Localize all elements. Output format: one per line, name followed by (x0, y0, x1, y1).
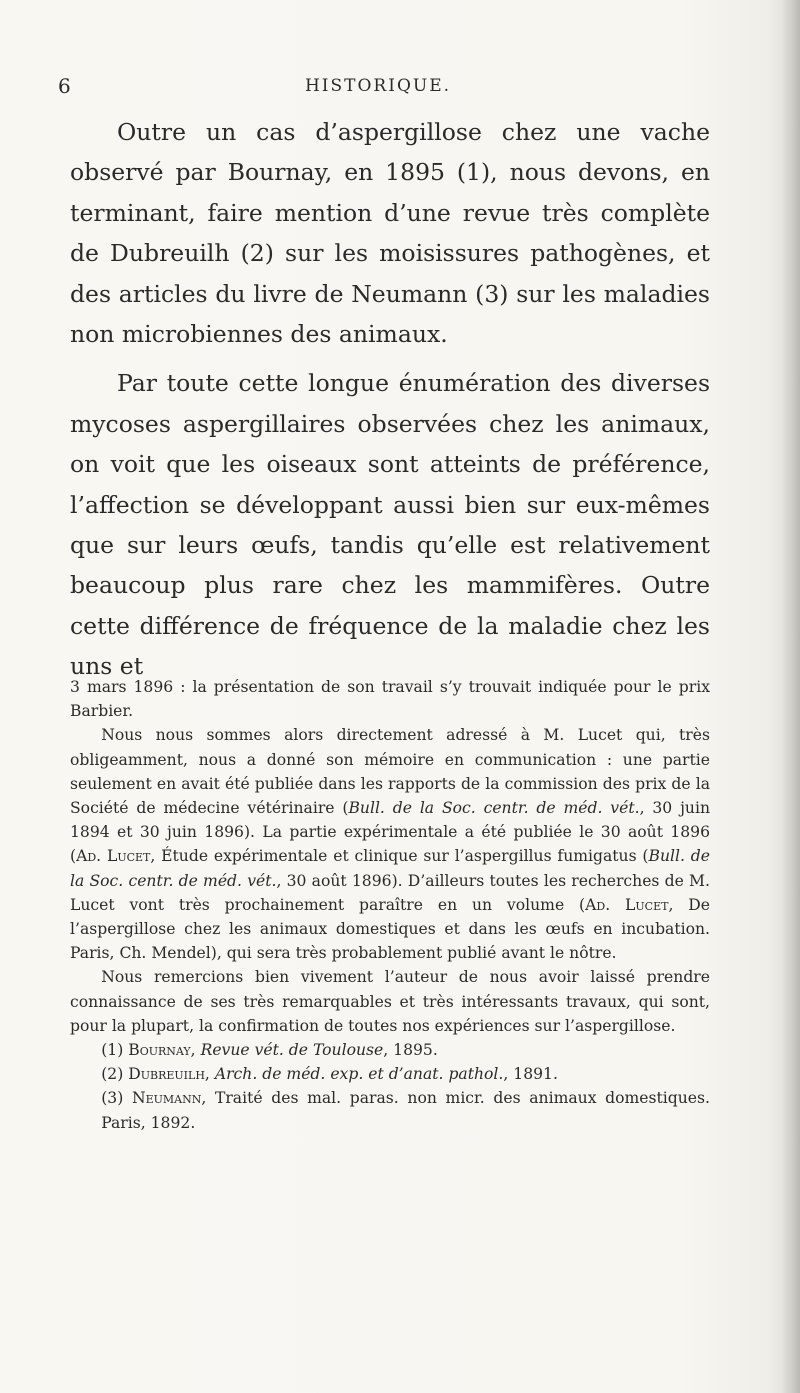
footnotes (70, 675, 710, 1135)
main-paragraph-2: Par toute cette longue énumération des diverses mycoses aspergillaires observées chez les animaux, on voit que les oiseaux sont atteints de préférence, l’affection se développant aussi bien sur eux-mêmes que sur leurs œufs, tandis qu’elle est relativement beaucoup plus rare chez les mammifères. Outre cette différence de fréquence de la maladie chez les uns et (70, 369, 710, 681)
footnote-paragraph: Nous nous sommes alors directement adressé à M. Lucet qui, très obligeamment, nous a donné son mémoire en communication : une partie seulement en avait été publiée dans les rapports de la commission des prix de la Société de médecine vétérinaire (Bull. de la Soc. centr. de méd. vét., 30 juin 1894 et 30 juin 1896). La partie expérimentale a été publiée le 30 août 1896 (Ad. Lucet, Étude expérimentale et clinique sur l’aspergillus fumigatus (Bull. de la Soc. centr. de méd. vét., 30 août 1896). D’ailleurs toutes les recherches de M. Lucet vont très prochainement paraître en un volume (Ad. Lucet, De l’aspergillose chez les animaux domestiques et dans les œufs en incubation. Paris, Ch. Mendel), qui sera très probablement publié avant le nôtre. (70, 726, 710, 963)
footnote-reference-2: (2) Dubreuilh, Arch. de méd. exp. et d’anat. pathol., 1891. (101, 1065, 558, 1084)
footnote-paragraph: Nous remercions bien vivement l’auteur de nous avoir laissé prendre connaissance de ses très remarquables et très intéressants travaux, qui sont, pour la plupart, la confirmation de toutes nos expériences sur l’aspergillose. (70, 968, 710, 1035)
page-header (58, 74, 698, 104)
page-edge-shadow (782, 0, 800, 1393)
running-title: HISTORIQUE. (304, 76, 452, 96)
footnote-reference-3: (3) Neumann, Traité des mal. paras. non micr. des animaux domestiques. Paris, 1892. (101, 1089, 710, 1132)
main-paragraph-1: Outre un cas d’aspergillose chez une vache observé par Bournay, en 1895 (1), nous devons, en terminant, faire mention d’une revue très complète de Dubreuilh (2) sur les moisissures pathogènes, et des articles du livre de Neumann (3) sur les maladies non microbiennes des animaux. (70, 118, 710, 349)
footnote-continuation: 3 mars 1896 : la présentation de son travail s’y trouvait indiquée pour le prix Barbier. (70, 678, 710, 721)
footnote-reference-1: (1) Bournay, Revue vét. de Toulouse, 1895. (101, 1041, 438, 1060)
page-number: 6 (58, 74, 72, 98)
main-text (70, 112, 710, 687)
